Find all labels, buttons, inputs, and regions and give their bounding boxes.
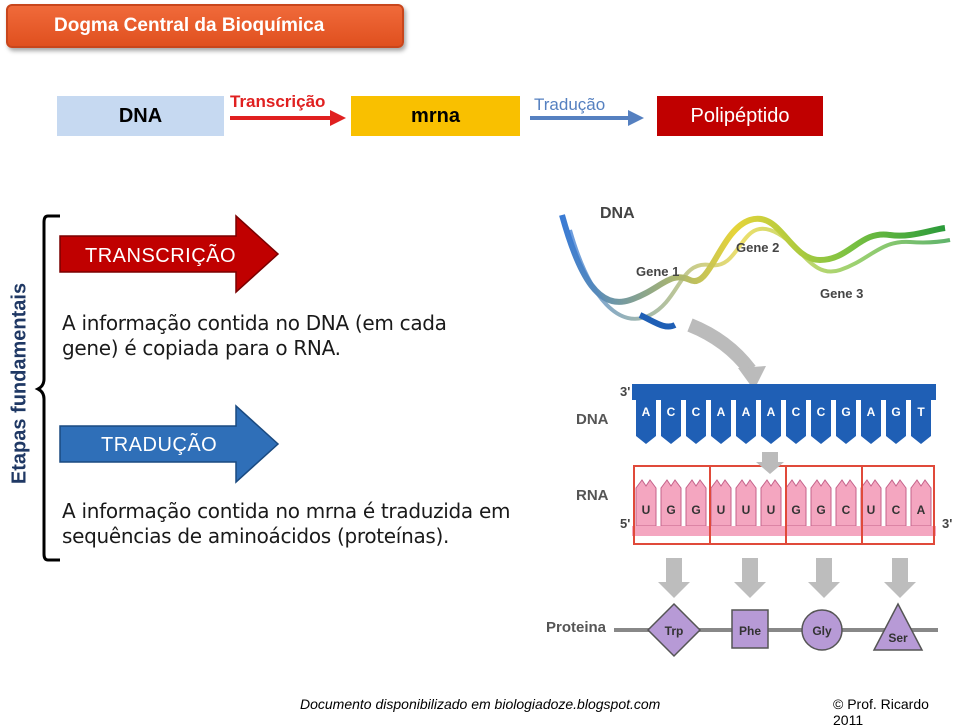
dna-base-letter: G bbox=[891, 405, 901, 419]
dna-base-letter: A bbox=[641, 405, 651, 419]
rna-base-letter: C bbox=[891, 503, 901, 517]
dna-base-letter: C bbox=[691, 405, 701, 419]
dna-base-letter: A bbox=[741, 405, 751, 419]
amino-labels-group bbox=[665, 624, 908, 645]
traducao-description: A informação contida no mrna é traduzida em sequências de aminoácidos (proteínas). bbox=[62, 499, 511, 548]
rna-base-letter: U bbox=[641, 503, 651, 517]
rna-base-letter: U bbox=[741, 503, 751, 517]
polipeptido-box: Polipéptido bbox=[657, 96, 823, 136]
transcricao-step-title: TRANSCRIÇÃO bbox=[85, 245, 237, 267]
illus-row-rna: RNA bbox=[576, 487, 609, 504]
rna-base-letter: C bbox=[841, 503, 851, 517]
dna-rna-protein-illustration bbox=[540, 190, 958, 670]
dna-base-letter: G bbox=[841, 405, 851, 419]
transcricao-label: Transcrição bbox=[230, 92, 326, 111]
traducao-step-title: TRADUÇÃO bbox=[101, 434, 218, 456]
rna-base-letter: U bbox=[766, 503, 776, 517]
rna-base-letter: G bbox=[791, 503, 801, 517]
footer-credit: © Prof. Ricardo 2011 bbox=[833, 696, 929, 728]
dna-base-letter: C bbox=[816, 405, 826, 419]
amino-acid-label: Trp bbox=[664, 624, 684, 638]
illus-rna-3prime: 3' bbox=[942, 516, 953, 531]
illus-rna-5prime: 5' bbox=[620, 516, 631, 531]
illus-dna-title: DNA bbox=[600, 205, 635, 222]
illus-gene3: Gene 3 bbox=[820, 286, 864, 301]
traducao-arrow-icon bbox=[530, 110, 648, 130]
illus-gene2: Gene 2 bbox=[736, 240, 780, 255]
dna-base-letter: C bbox=[791, 405, 801, 419]
traducao-label: Tradução bbox=[534, 95, 606, 114]
page-title: Dogma Central da Bioquímica bbox=[6, 4, 404, 48]
rna-bases-group bbox=[636, 480, 931, 526]
rna-base-letter: U bbox=[866, 503, 876, 517]
illus-row-dna: DNA bbox=[576, 411, 609, 428]
amino-acid-label: Phe bbox=[738, 624, 762, 638]
dna-base-letter: A bbox=[716, 405, 726, 419]
dna-base-letter: A bbox=[866, 405, 876, 419]
illus-dna-3prime: 3' bbox=[620, 384, 631, 399]
down-arrow-icon bbox=[756, 452, 784, 474]
rna-base-letter: G bbox=[691, 503, 701, 517]
side-label: Etapas fundamentais bbox=[8, 282, 31, 485]
amino-acid-label: Gly bbox=[812, 624, 832, 638]
transcricao-description: A informação contida no DNA (em cada gene) é copiada para o RNA. bbox=[62, 311, 447, 360]
dna-base-letter: A bbox=[766, 405, 776, 419]
mrna-box: mrna bbox=[351, 96, 520, 136]
transcricao-arrow-icon bbox=[230, 110, 350, 130]
dna-base-letter: C bbox=[666, 405, 676, 419]
illus-gene1: Gene 1 bbox=[636, 264, 680, 279]
rna-base-letter: U bbox=[716, 503, 726, 517]
amino-acid-label: Ser bbox=[888, 631, 908, 645]
rna-base-letter: G bbox=[666, 503, 676, 517]
protein-arrows-group bbox=[658, 558, 916, 598]
dna-box: DNA bbox=[57, 96, 224, 136]
dna-base-letter: T bbox=[917, 405, 925, 419]
rna-base-letter: G bbox=[816, 503, 826, 517]
illus-row-proteina: Proteina bbox=[546, 619, 607, 636]
dna-bases-group bbox=[636, 400, 931, 444]
rna-base-letter: A bbox=[916, 503, 926, 517]
footer-source: Documento disponibilizado em biologiadoze.blogspot.com bbox=[300, 696, 661, 712]
